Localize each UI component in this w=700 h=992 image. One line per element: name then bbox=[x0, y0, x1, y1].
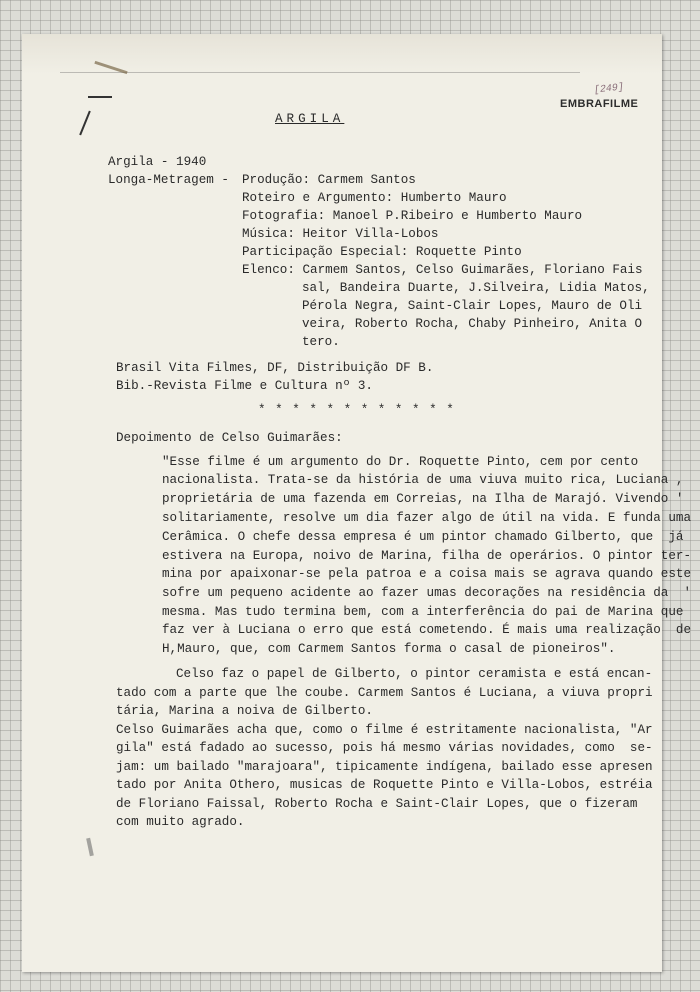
page-title: ARGILA bbox=[275, 112, 345, 126]
paragraph-line: gila" está fadado ao sucesso, pois há mesmo várias novidades, como se- bbox=[116, 741, 653, 755]
quote-line: estivera na Europa, noivo de Marina, filha de operários. O pintor ter- bbox=[162, 549, 692, 563]
quote-line: H,Mauro, que, com Carmem Santos forma o casal de pioneiros". bbox=[162, 642, 616, 656]
cast-line: sal, Bandeira Duarte, J.Silveira, Lidia Matos, bbox=[302, 281, 650, 295]
quote-line: "Esse filme é um argumento do Dr. Roquette Pinto, cem por cento bbox=[162, 455, 639, 469]
credit-photography: Fotografia: Manoel P.Ribeiro e Humberto Mauro bbox=[242, 209, 583, 223]
cast-line: veira, Roberto Rocha, Chaby Pinheiro, Anita O bbox=[302, 317, 643, 331]
cast-line: Elenco: Carmem Santos, Celso Guimarães, Floriano Fais bbox=[242, 263, 643, 277]
cast-line: tero. bbox=[302, 335, 340, 349]
film-year: Argila - 1940 bbox=[108, 155, 207, 169]
bibliography: Bib.-Revista Filme e Cultura nº 3. bbox=[116, 379, 373, 393]
credit-music: Música: Heitor Villa-Lobos bbox=[242, 227, 439, 241]
quote-line: faz ver à Luciana o erro que está cometendo. É mais uma realização de bbox=[162, 623, 692, 637]
distribution: Brasil Vita Filmes, DF, Distribuição DF B. bbox=[116, 361, 434, 375]
credit-production: Produção: Carmem Santos bbox=[242, 173, 416, 187]
credit-special: Participação Especial: Roquette Pinto bbox=[242, 245, 522, 259]
paragraph-line: tado por Anita Othero, musicas de Roquette Pinto e Villa-Lobos, estréia bbox=[116, 778, 653, 792]
quote-line: solitariamente, resolve um dia fazer algo de útil na vida. E funda uma bbox=[162, 511, 692, 525]
paragraph-line: jam: um bailado "marajoara", tipicamente indígena, bailado esse apresen bbox=[116, 760, 653, 774]
paragraph-line: Celso Guimarães acha que, como o filme é estritamente nacionalista, "Ar bbox=[116, 723, 653, 737]
embrafilme-logo: EMBRAFILME bbox=[560, 98, 639, 110]
paragraph-line: tária, Marina a noiva de Gilberto. bbox=[116, 704, 373, 718]
quote-line: Cerâmica. O chefe dessa empresa é um pintor chamado Gilberto, que já bbox=[162, 530, 684, 544]
fold-line bbox=[60, 72, 580, 73]
quote-line: nacionalista. Trata-se da história de uma viuva muito rica, Luciana , bbox=[162, 473, 684, 487]
paragraph-line: tado com a parte que lhe coube. Carmem Santos é Luciana, a viuva propri bbox=[116, 686, 653, 700]
paragraph-line: de Floriano Faissal, Roberto Rocha e Saint-Clair Lopes, que o fizeram bbox=[116, 797, 638, 811]
quote-line: mesma. Mas tudo termina bem, com a interferência do pai de Marina que bbox=[162, 605, 684, 619]
dash-mark bbox=[88, 96, 112, 98]
quote-line: proprietária de uma fazenda em Correias, na Ilha de Marajó. Vivendo ' bbox=[162, 492, 684, 506]
credit-script: Roteiro e Argumento: Humberto Mauro bbox=[242, 191, 507, 205]
paragraph-line: com muito agrado. bbox=[116, 815, 245, 829]
quote-line: sofre um pequeno acidente ao fazer umas decorações na residência da ' bbox=[162, 586, 692, 600]
separator: * * * * * * * * * * * * bbox=[258, 403, 455, 417]
quote-line: mina por apaixonar-se pela patroa e a coisa mais se agrava quando este bbox=[162, 567, 692, 581]
cast-line: Pérola Negra, Saint-Clair Lopes, Mauro de Oli bbox=[302, 299, 643, 313]
testimony-heading: Depoimento de Celso Guimarães: bbox=[116, 431, 343, 445]
document-code: [249] bbox=[593, 82, 625, 97]
type-label: Longa-Metragem - bbox=[108, 173, 229, 187]
paragraph-line: Celso faz o papel de Gilberto, o pintor ceramista e está encan- bbox=[176, 667, 653, 681]
